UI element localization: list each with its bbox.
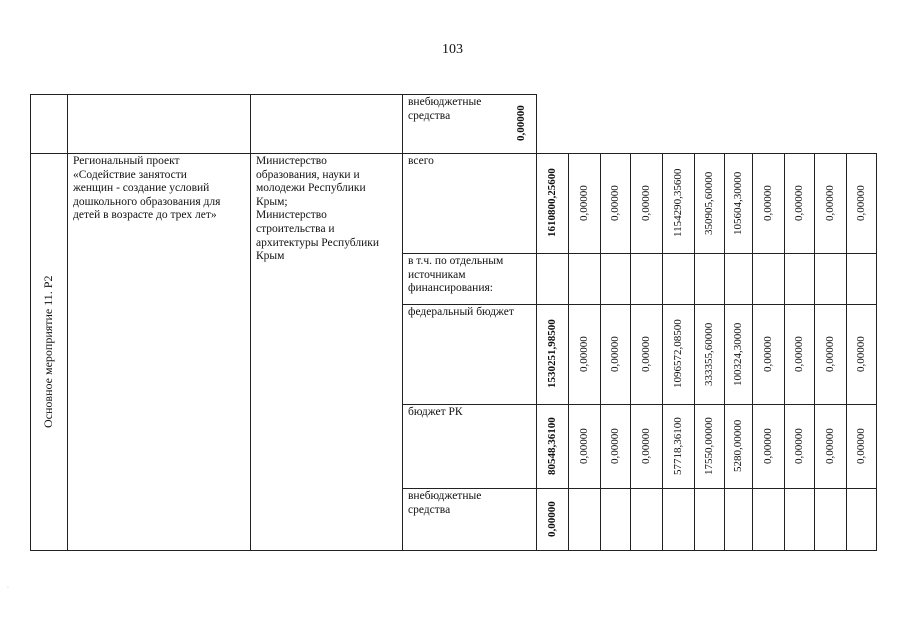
column-border-3	[402, 94, 403, 551]
year-value: 0,00000	[640, 185, 652, 221]
year-value: 0,00000	[793, 336, 805, 372]
year-value: 0,00000	[762, 336, 774, 372]
year-value	[752, 255, 784, 302]
row-border	[402, 488, 877, 489]
year-value: 0,00000	[640, 336, 652, 372]
year-value	[600, 490, 630, 548]
year-value	[694, 255, 724, 302]
project-name: Региональный проект «Содействие занятости женщин - создание условий дошкольного образования для детей в возрасте до трех лет»	[73, 155, 221, 222]
top-border	[30, 94, 537, 95]
year-value	[662, 255, 694, 302]
year-value	[662, 490, 694, 548]
source-label: бюджет РК	[408, 406, 463, 418]
year-value: 17550,00000	[703, 417, 715, 475]
year-value: 0,00000	[855, 428, 867, 464]
year-value: 0,00000	[609, 185, 621, 221]
year-value: 0,00000	[855, 185, 867, 221]
year-value: 0,00000	[578, 336, 590, 372]
year-value: 100324,30000	[732, 322, 744, 386]
source-label: в т.ч. по отдельным источникам финансирования:	[408, 255, 504, 295]
year-value: 0,00000	[824, 336, 836, 372]
row-border	[402, 404, 877, 405]
year-value: 0,00000	[640, 428, 652, 464]
year-value: 0,00000	[824, 428, 836, 464]
row-total-value: 80548,36100	[546, 417, 558, 475]
year-value: 0,00000	[762, 185, 774, 221]
top-total-value: 0,00000	[515, 105, 527, 142]
source-label: внебюджетные средства	[408, 490, 482, 516]
row-total-value: 1610800,25600	[546, 168, 558, 238]
year-value: 105604,30000	[732, 171, 744, 235]
year-value: 0,00000	[578, 185, 590, 221]
year-value: 57718,36100	[672, 417, 684, 475]
year-value: 0,00000	[609, 336, 621, 372]
year-value: 1096572,08500	[672, 319, 684, 389]
year-value	[600, 255, 630, 302]
year-value: 0,00000	[793, 185, 805, 221]
year-value	[694, 490, 724, 548]
year-value	[846, 255, 876, 302]
event-header-border	[30, 153, 877, 154]
row-border	[402, 253, 877, 254]
year-value	[814, 255, 846, 302]
page-number: 103	[442, 42, 463, 57]
sources-bottom-border	[402, 550, 877, 551]
year-value	[784, 255, 814, 302]
year-value: 1154290,35600	[672, 168, 684, 238]
year-value	[724, 490, 752, 548]
year-value	[724, 255, 752, 302]
year-value	[752, 490, 784, 548]
year-value	[784, 490, 814, 548]
year-value	[814, 490, 846, 548]
year-value	[846, 490, 876, 548]
year-value: 0,00000	[855, 336, 867, 372]
year-value: 5280,00000	[732, 419, 744, 473]
scan-speck: ·	[7, 585, 9, 591]
year-value	[630, 490, 662, 548]
table-bottom-border	[30, 550, 403, 551]
year-value	[630, 255, 662, 302]
year-value: 0,00000	[609, 428, 621, 464]
year-value	[568, 490, 600, 548]
source-label: федеральный бюджет	[408, 306, 514, 318]
row-total-value: 0,00000	[546, 501, 558, 537]
year-value: 0,00000	[762, 428, 774, 464]
year-column-border-10	[876, 153, 877, 551]
top-source-label: внебюджетные средства	[408, 96, 482, 122]
executor-name: Министерство образования, науки и молодежи Республики Крым; Министерство строительства и архитектуры Республики Крым	[256, 155, 379, 263]
column-border-1	[67, 94, 68, 551]
year-value: 350905,60000	[703, 171, 715, 235]
row-total-value: 1530251,98500	[546, 319, 558, 389]
year-value: 333355,60000	[703, 322, 715, 386]
year-value: 0,00000	[578, 428, 590, 464]
year-value	[568, 255, 600, 302]
event-number-label: Основное мероприятие 11. Р2	[41, 275, 55, 428]
row-border	[402, 304, 877, 305]
year-value: 0,00000	[824, 185, 836, 221]
source-label: всего	[408, 155, 434, 167]
row-total-value	[536, 255, 568, 302]
year-value: 0,00000	[793, 428, 805, 464]
